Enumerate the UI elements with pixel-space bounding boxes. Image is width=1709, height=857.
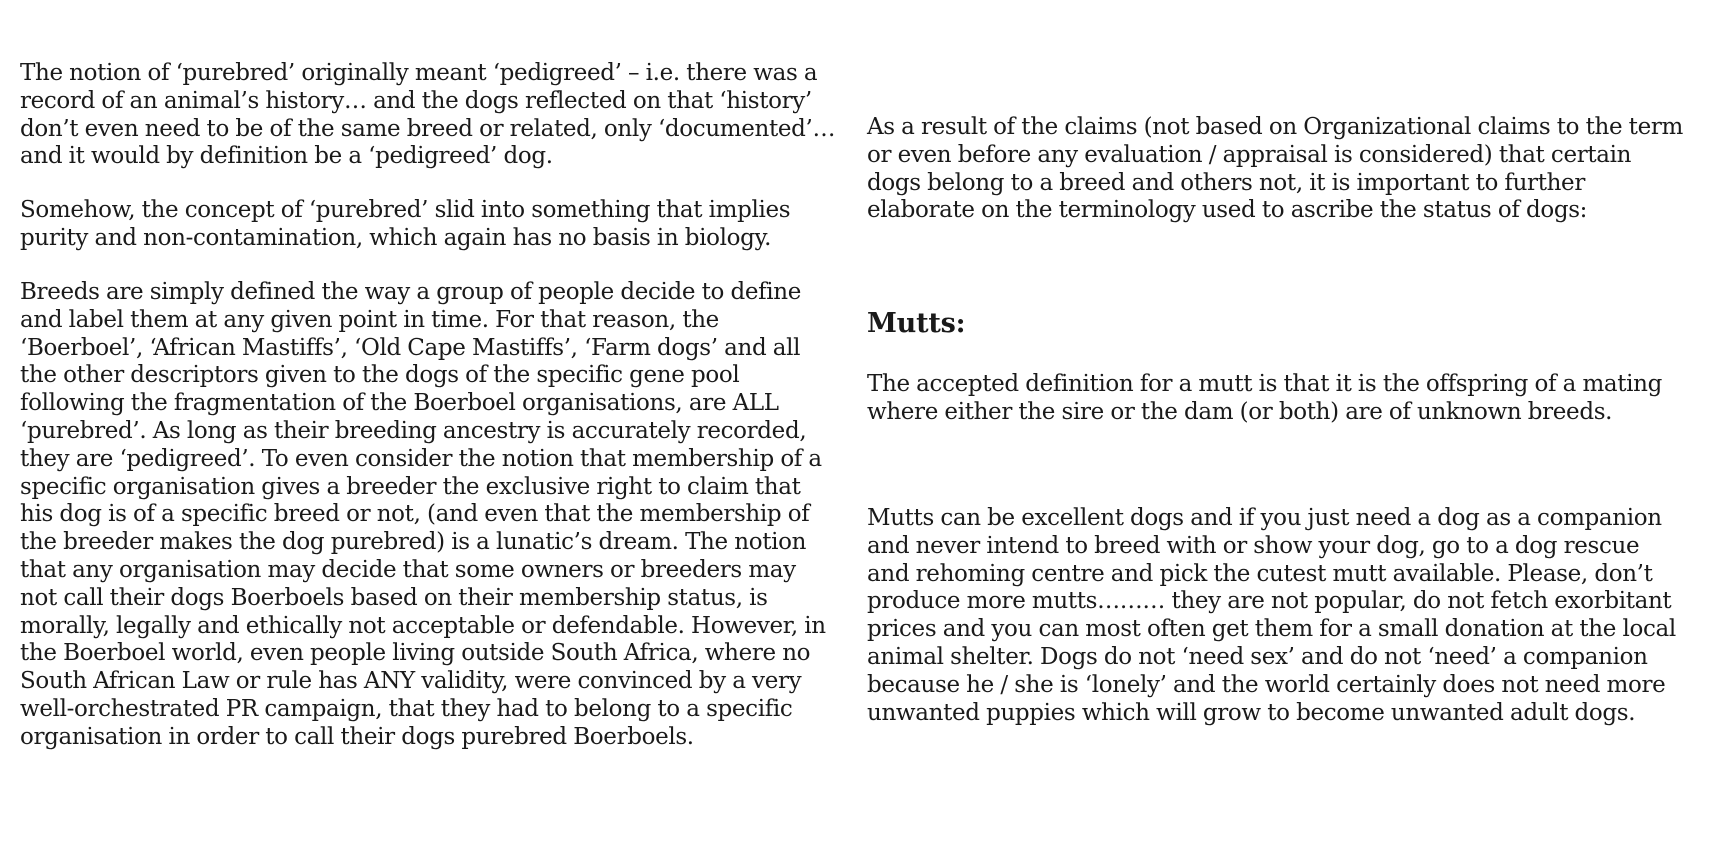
breeds-definition-paragraph: Breeds are simply defined the way a group of people decide to define and label them at any given point in time. For that reason, the ‘Boerboel’, ‘African Mastiffs’, ‘Old Cape Mastiffs’, ‘Farm dogs’ and all the other descriptors given to the dogs of the specific gene pool following the fragmentation of the Boerboel organisations, are ALL ‘purebred’. As long as their breeding ancestry is accurately recorded, they are ‘pedigreed’. To even consider the notion that membership of a specific organisation gives a breeder the exclusive right to claim that his dog is of a specific breed or not, (and even that the membership of the breeder makes the dog purebred) is a lunatic’s dream. The notion that any organisation may decide that some owners or breeders may not call their dogs Boerboels based on their membership status, is morally, legally and ethically not acceptable or defendable. However, in the Boerboel world, even people living outside South Africa, where no South African Law or rule has ANY validity, were convinced by a very well-orchestrated PR campaign, that they had to belong to a specific organisation in order to call their dogs purebred Boerboels.: [20, 279, 826, 750]
mutts-heading: Mutts:: [867, 308, 966, 339]
purebred-notion-paragraph: The notion of ‘purebred’ originally meant ‘pedigreed’ – i.e. there was a record of an animal’s history… and the dogs reflected on that ‘history’ don’t even need to be of the same breed or related, only ‘documented’… and it would by definition be a ‘pedigreed’ dog.: [20, 60, 836, 170]
mutt-definition-paragraph: The accepted definition for a mutt is that it is the offspring of a mating where either the sire or the dam (or both) are of unknown breeds.: [867, 371, 1663, 425]
terminology-intro-paragraph: As a result of the claims (not based on Organizational claims to the term or even before any evaluation / appraisal is considered) that certain dogs belong to a breed and others not, it is important to further elaborate on the terminology used to ascribe the status of dogs:: [867, 114, 1683, 224]
purebred-concept-paragraph: Somehow, the concept of ‘purebred’ slid into something that implies purity and non-contamination, which again has no basis in biology.: [20, 197, 791, 251]
mutt-advice-paragraph: Mutts can be excellent dogs and if you just need a dog as a companion and never intend to breed with or show your dog, go to a dog rescue and rehoming centre and pick the cutest mutt available. Please, don’t produce more mutts……… they are not popular, do not fetch exorbitant prices and you can most often get them for a small donation at the local animal shelter. Dogs do not ‘need sex’ and do not ‘need’ a companion because he / she is ‘lonely’ and the world certainly does not need more unwanted puppies which will grow to become unwanted adult dogs.: [867, 505, 1676, 726]
